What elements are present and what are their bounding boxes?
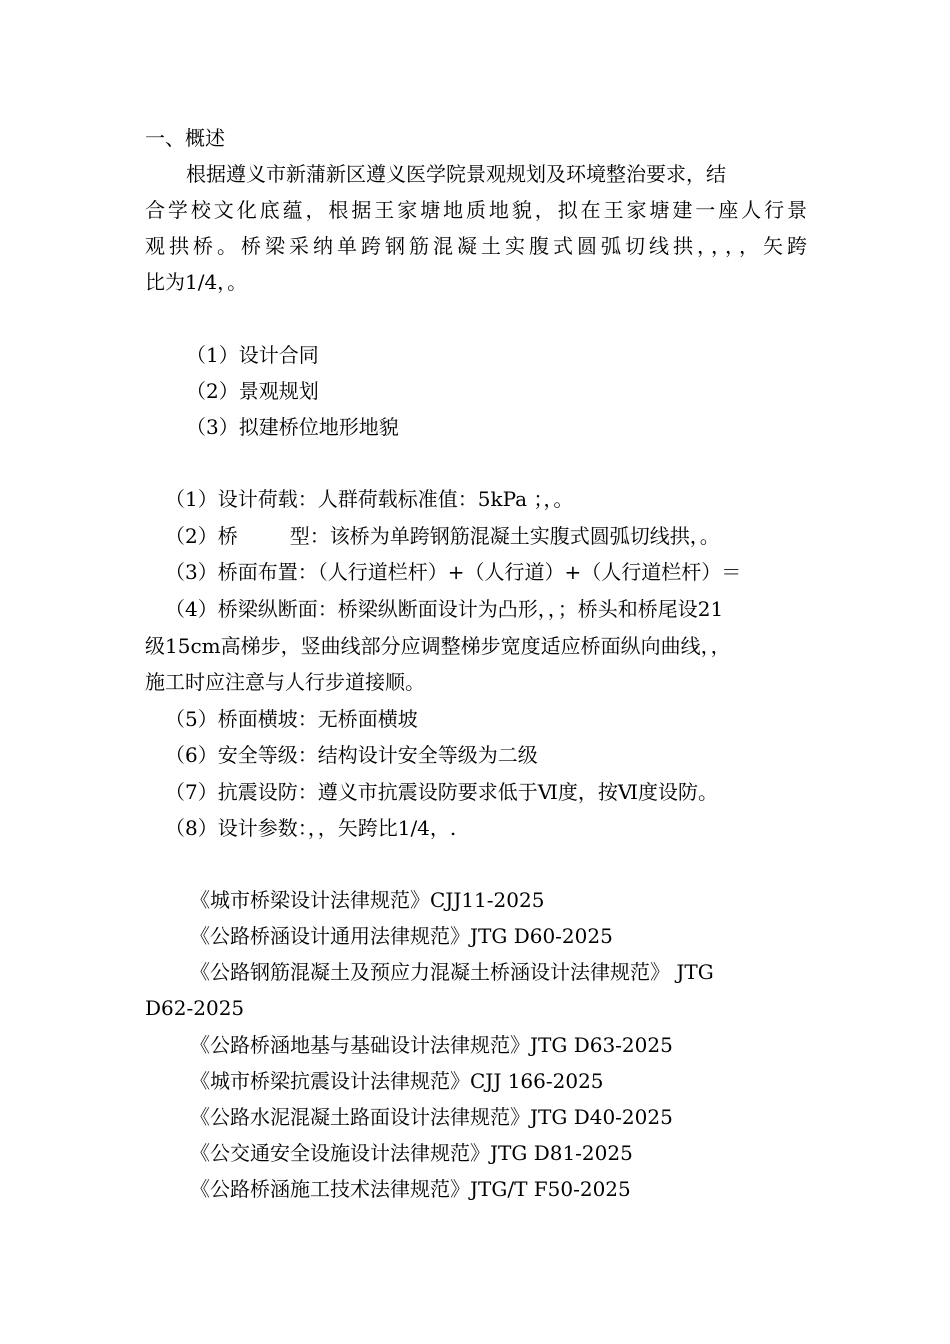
intro-line-3: 观拱桥。桥梁采纳单跨钢筋混凝土实腹式圆弧切线拱，，，，矢跨 — [145, 234, 807, 258]
standard-item-2 — [165, 526, 720, 546]
standard-item-4-line-1: （4）桥梁纵断面：桥梁纵断面设计为凸形，，；桥头和桥尾设21 — [165, 597, 724, 621]
basis-item-2: （2）景观规划 — [186, 379, 319, 403]
code-5: 《城市桥梁抗震设计法律规范》CJJ 166-2025 — [190, 1069, 604, 1093]
standard-item-1: （1）设计荷载：人群荷载标准值：5kPa ；，。 — [165, 487, 574, 511]
standard-item-3: （3）桥面布置：（人行道栏杆）+（人行道）+（人行道栏杆）＝ — [165, 560, 742, 584]
code-3-line-2: D62-2025 — [145, 996, 245, 1020]
code-4: 《公路桥涵地基与基础设计法律规范》JTG D63-2025 — [190, 1033, 673, 1057]
code-8: 《公路桥涵施工技术法律规范》JTG/T F50-2025 — [190, 1177, 631, 1201]
intro-line-4: 比为1/4，。 — [145, 270, 248, 294]
standard-item-5: （5）桥面横坡：无桥面横坡 — [165, 707, 418, 731]
basis-item-1: （1）设计合同 — [186, 343, 319, 367]
code-2: 《公路桥涵设计通用法律规范》JTG D60-2025 — [190, 924, 613, 948]
standard-item-4-line-3: 施工时应注意与人行步道接顺。 — [145, 670, 425, 694]
basis-item-3: （3）拟建桥位地形地貌 — [186, 415, 399, 439]
code-7: 《公交通安全设施设计法律规范》JTG D81-2025 — [190, 1141, 633, 1165]
intro-line-1: 根据遵义市新蒲新区遵义医学院景观规划及环境整治要求，结 — [186, 162, 726, 186]
standard-item-6: （6）安全等级：结构设计安全等级为二级 — [165, 743, 538, 767]
intro-line-2: 合学校文化底蕴，根据王家塘地质地貌，拟在王家塘建一座人行景 — [145, 198, 807, 222]
standard-item-7: （7）抗震设防：遵义市抗震设防要求低于Ⅵ度，按Ⅵ度设防。 — [165, 780, 718, 804]
standard-item-8: （8）设计参数：，，矢跨比1/4，. — [165, 816, 457, 840]
standard-item-2-prefix: （2）桥 — [165, 524, 238, 548]
code-6: 《公路水泥混凝土路面设计法律规范》JTG D40-2025 — [190, 1105, 673, 1129]
standard-item-2-suffix: 型：该桥为单跨钢筋混凝土实腹式圆弧切线拱，。 — [289, 524, 720, 548]
code-3-line-1: 《公路钢筋混凝土及预应力混凝土桥涵设计法律规范》 JTG — [190, 960, 714, 984]
section-heading: 一、概述 — [145, 126, 225, 150]
standard-item-4-line-2: 级15cm高梯步，竖曲线部分应调整梯步宽度适应桥面纵向曲线，， — [145, 634, 731, 658]
code-1: 《城市桥梁设计法律规范》CJJ11-2025 — [190, 888, 545, 912]
